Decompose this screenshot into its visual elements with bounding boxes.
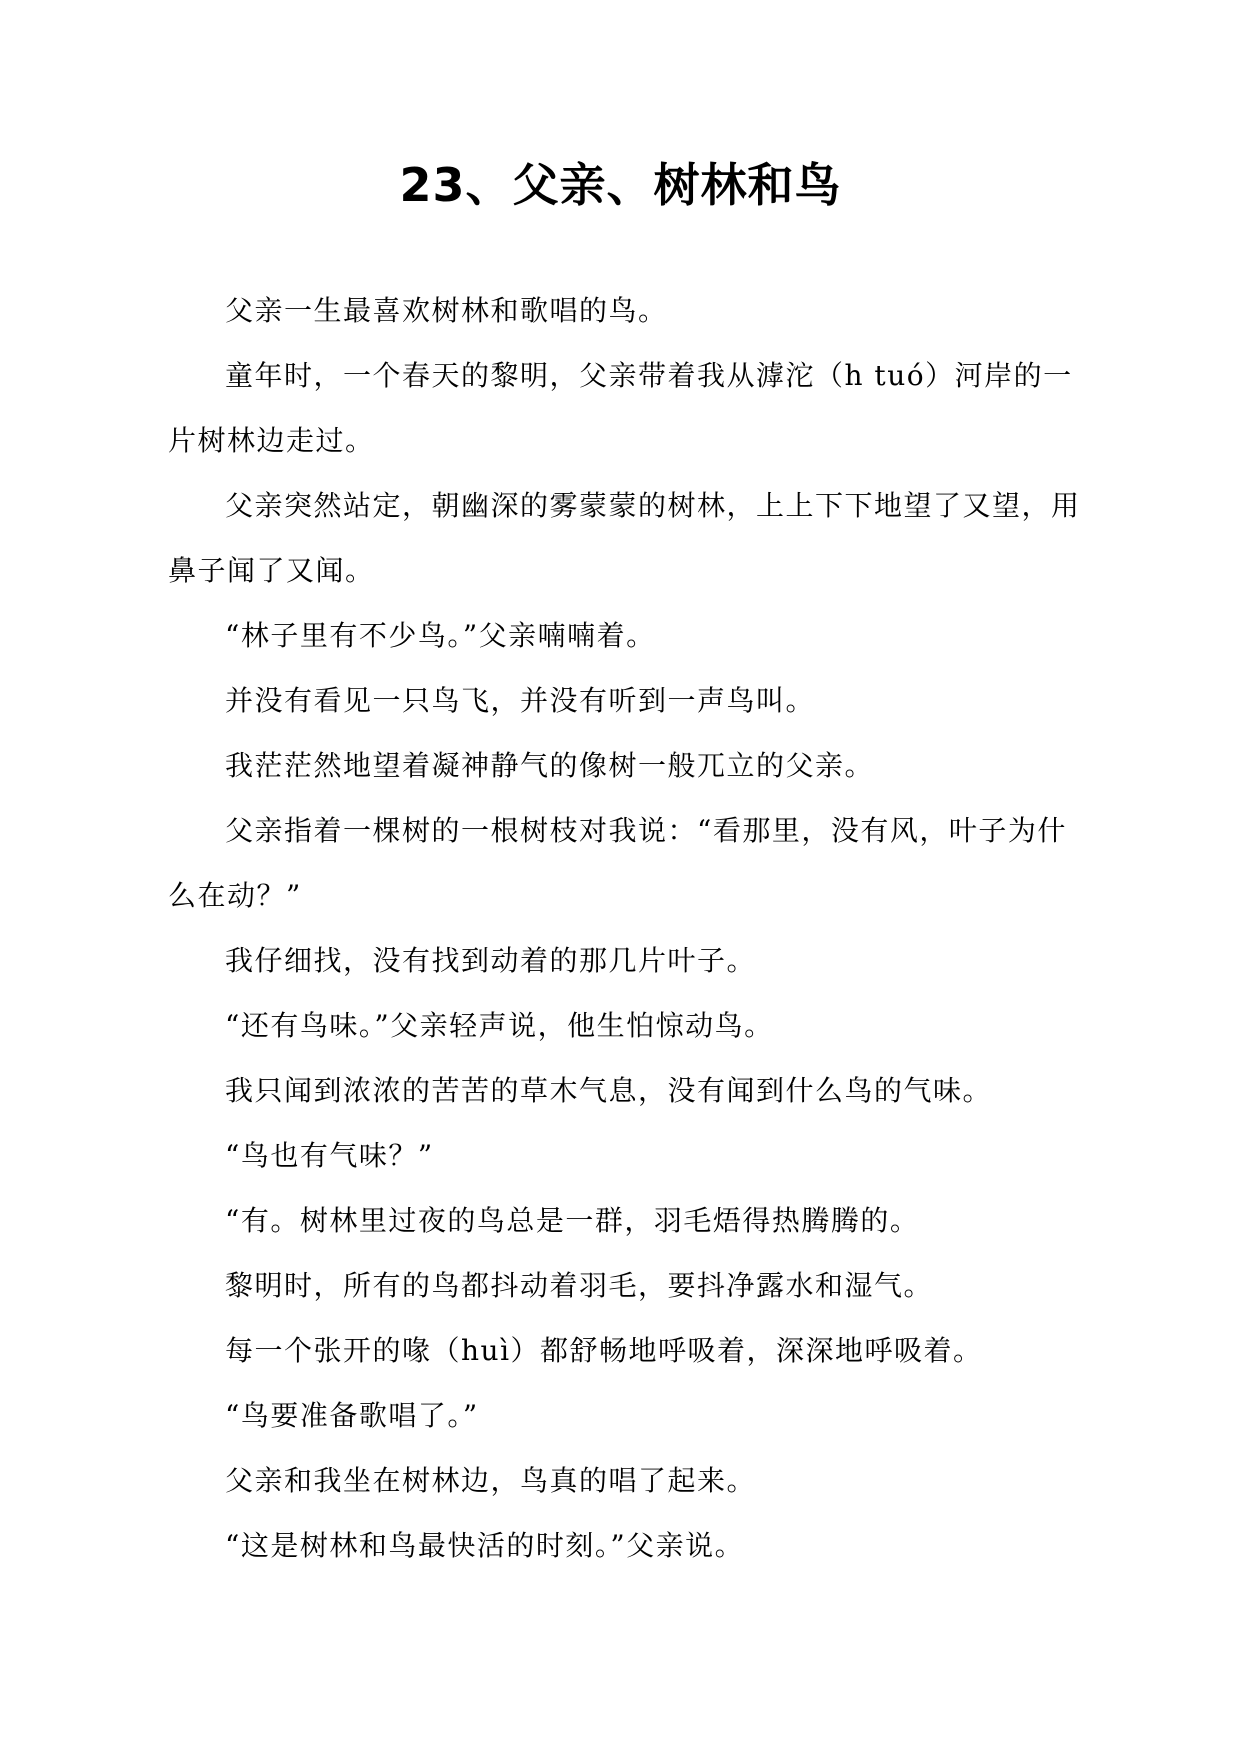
paragraph: 父亲突然站定，朝幽深的雾蒙蒙的树林，上上下下地望了又望，用鼻子闻了又闻。 bbox=[168, 489, 1081, 587]
paragraph: 每一个张开的喙（huì）都舒畅地呼吸着，深深地呼吸着。 bbox=[225, 1334, 983, 1367]
paragraph: 并没有看见一只鸟飞，并没有听到一声鸟叫。 bbox=[225, 684, 816, 717]
paragraph: 父亲和我坐在树林边，鸟真的唱了起来。 bbox=[225, 1464, 757, 1497]
paragraph: “鸟要准备歌唱了。” bbox=[225, 1399, 479, 1432]
paragraph: “鸟也有气味？” bbox=[225, 1139, 434, 1172]
paragraph: “有。树林里过夜的鸟总是一群，羽毛焐得热腾腾的。 bbox=[225, 1204, 920, 1237]
paragraph: “还有鸟味。”父亲轻声说，他生怕惊动鸟。 bbox=[225, 1009, 774, 1042]
paragraph: 我仔细找，没有找到动着的那几片叶子。 bbox=[225, 944, 757, 977]
paragraph: “林子里有不少鸟。”父亲喃喃着。 bbox=[225, 619, 656, 652]
document-title: 23、父亲、树林和鸟 bbox=[399, 158, 842, 212]
paragraph: “这是树林和鸟最快活的时刻。”父亲说。 bbox=[225, 1529, 745, 1562]
paragraph: 父亲指着一棵树的一根树枝对我说：“看那里，没有风，叶子为什么在动？” bbox=[168, 814, 1067, 912]
document-body bbox=[168, 278, 1088, 1578]
paragraph: 我茫茫然地望着凝神静气的像树一般兀立的父亲。 bbox=[225, 749, 875, 782]
paragraph: 我只闻到浓浓的苦苦的草木气息，没有闻到什么鸟的气味。 bbox=[225, 1074, 993, 1107]
paragraph: 父亲一生最喜欢树林和歌唱的鸟。 bbox=[225, 294, 668, 327]
paragraph: 黎明时，所有的鸟都抖动着羽毛，要抖净露水和湿气。 bbox=[225, 1269, 934, 1302]
paragraph: 童年时，一个春天的黎明，父亲带着我从滹沱（h tuó）河岸的一片树林边走过。 bbox=[168, 359, 1073, 457]
